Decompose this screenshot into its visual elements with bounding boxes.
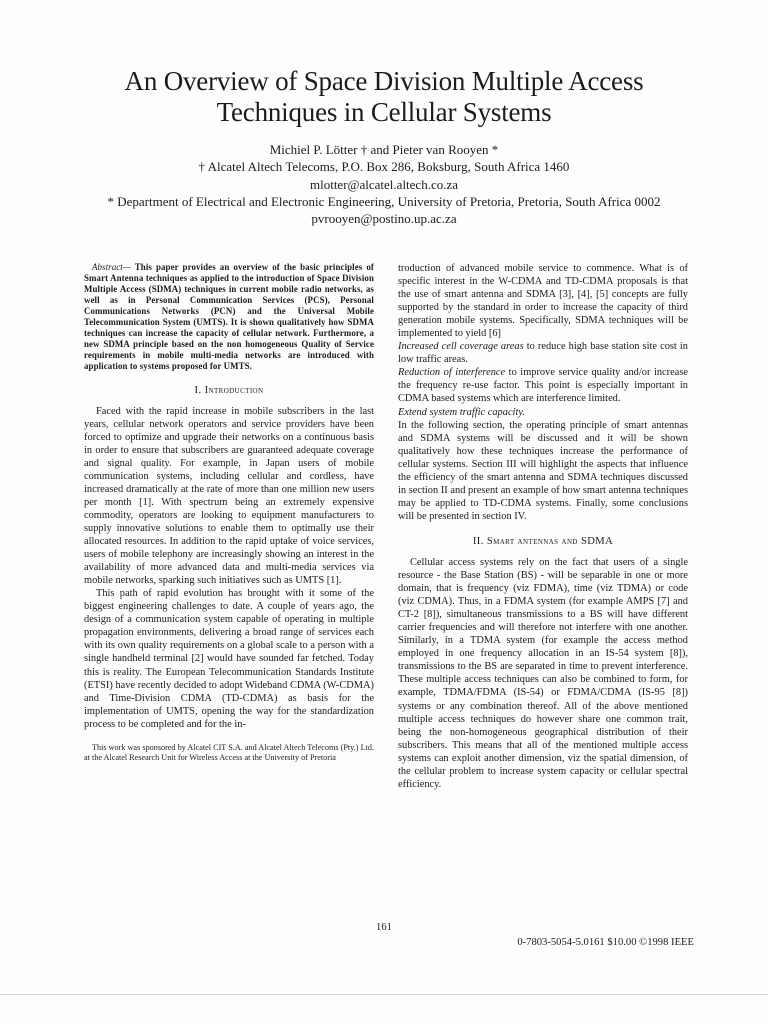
list-item-capacity: Extend system traffic capacity.: [398, 406, 525, 418]
affiliation-pretoria: * Department of Electrical and Electronic Engineering, University of Pretoria, Pretoria, South Africa 0002: [107, 193, 661, 209]
item-interference-label: Reduction of interference: [398, 367, 506, 379]
footnote: This work was sponsored by Alcatel CIT S.A. and Alcatel Altech Telecoms (Pty.) Ltd. at the Alcatel Research Unit for Wireless Access at the University of Pretoria: [84, 742, 374, 762]
left-column: [84, 262, 374, 763]
section-2-paragraph-1: Cellular access systems rely on the fact that users of a single resource - the Base Station (BS) - will be separable in one or more domain, that is frequency (viz FDMA), time (viz TDMA) or code (viz CDMA). Thus, in a FDMA system (for example AMPS [7] and CT-2 [8]), simultaneous transmissions to a BS will have different carrier frequencies and will therefore not interfere with one another. Similarly, in a TDMA system (for example the access method employed in one frequency allocation in an IS-54 system [8]), transmissions to the BS are separated in time to prevent interference. These multiple access techniques can also be combined to form, for example, TDMA/FDMA (IS-54) or FDMA/CDMA (IS-95 [8]) systems or any combination thereof. All of the above mentioned multiple access techniques do however share one common trait, being the non-homogeneous geographical distribution of their subscribers. This means that all of the mentioned multiple access systems can exploit another dimension, viz the spatial dimension, of the cellular problem to increase system capacity or cellular spectral efficiency.: [398, 556, 688, 790]
page-number: 161: [376, 922, 392, 933]
item-interference-text: to improve service quality and/or increase the frequency re-use factor. This point is especially important in CDMA based systems which are interference limited.: [398, 367, 688, 405]
intro-paragraph-2: This path of rapid evolution has brought with it some of the biggest engineering challenges to date. A couple of years ago, the design of a communication system capable of operating in multiple propagation environments, delivering a broad range of services each with its own quality requirements on a global scale to a person with a single handheld terminal [2] would have sounded far fetched. Today this is reality. The European Telecommunication Standards Institute (ETSI) have recently decided to adopt Wideband CDMA (W-CDMA) and Time-Division CDMA (TD-CDMA) as basis for the implementation of UMTS, opening the way for the standardization process to be completed and for the in-: [84, 588, 374, 730]
author-names: Michiel P. Lötter † and Pieter van Rooyen *: [269, 142, 499, 157]
list-item-coverage: [398, 340, 688, 366]
email-vanrooyen: pvrooyen@postino.up.ac.za: [311, 211, 457, 227]
section-heading-introduction: [84, 384, 374, 397]
section-heading-smart-antennas: [398, 535, 688, 548]
affiliation-alcatel: † Alcatel Altech Telecoms, P.O. Box 286, Boksburg, South Africa 1460: [198, 159, 570, 175]
right-paragraph-2: In the following section, the operating principle of smart antennas and SDMA systems will be discussed and it will be shown qualitatively how these techniques increase the performance of cellular systems. Section III will highlight the aspects that influence the efficiency of the smart antenna and SDMA techniques discussed in section II and present an example of how smart antenna techniques may be applied to TD-CDMA systems. Finally, some conclusions will be presented in section IV.: [398, 419, 688, 522]
copyright-line: 0-7803-5054-5.0161 $10.00 ©1998 IEEE: [517, 937, 694, 948]
paper-title: [60, 66, 708, 128]
right-paragraph-1: troduction of advanced mobile service to commence. What is of specific interest in the W-CDMA and TD-CDMA proposals is that the use of smart antenna and SDMA [3], [4], [5] concepts are fully supported by the standard in order to increase the capacity of third generation mobile systems. Specifically, SDMA techniques will be implemented to yield [6]: [398, 263, 688, 340]
email-lotter: mlotter@alcatel.altech.co.za: [309, 176, 459, 192]
section-2-number: II.: [472, 535, 484, 547]
item-coverage-text: to reduce high base station site cost in low traffic areas.: [398, 341, 688, 366]
abstract-text: This paper provides an overview of the basic principles of Smart Antenna techniques as applied to the introduction of Space Division Multiple Access (SDMA) techniques in current mobile radio networks, as well as in Personal Communication Services (PCS), Personal Communications Networks (PCN) and the Universal Mobile Telecommunication System (UMTS). It is shown qualitatively how SDMA techniques can increase the capacity of cellular network. Furthermore, a new SDMA principle based on the non homogeneous Quality of Service requirements in mobile multi-media networks are introduced with application to systems proposed for UMTS.: [84, 262, 374, 371]
item-coverage-label: Increased cell coverage areas: [398, 341, 524, 353]
section-2-title: Smart antennas and SDMA: [486, 535, 614, 547]
list-item-interference: [398, 366, 688, 405]
page-bottom-divider: [0, 994, 768, 995]
abstract-label: Abstract—: [92, 262, 131, 272]
title-line-1: An Overview of Space Division Multiple Access: [124, 66, 644, 96]
intro-paragraph-1: Faced with the rapid increase in mobile subscribers in the last years, cellular network operators and service providers have been forced to optimize and upgrade their networks on a continuous basis in order to ensure that subscribers are guaranteed adequate coverage and signal quality. For example, in Japan users of mobile communication systems, including cellular and cordless, have increased dramatically at the rate of more than one million new users per month [1]. With spectrum being an extremely expensive commodity, operators are looking to equipment manufacturers to supply innovative solutions to enable them to optimally use their allocated resources. In addition to the rapid uptake of voice services, users of mobile telephony are increasingly showing an interest in the availability of more advanced data and multi-media services via mobile networks, sparking such initiatives such as UMTS [1].: [84, 405, 374, 587]
right-column: [398, 262, 688, 791]
abstract: [84, 262, 374, 372]
author-block: [70, 141, 698, 227]
section-1-number: I.: [194, 384, 202, 396]
title-line-2: Techniques in Cellular Systems: [216, 97, 552, 127]
section-1-title: Introduction: [204, 384, 264, 396]
